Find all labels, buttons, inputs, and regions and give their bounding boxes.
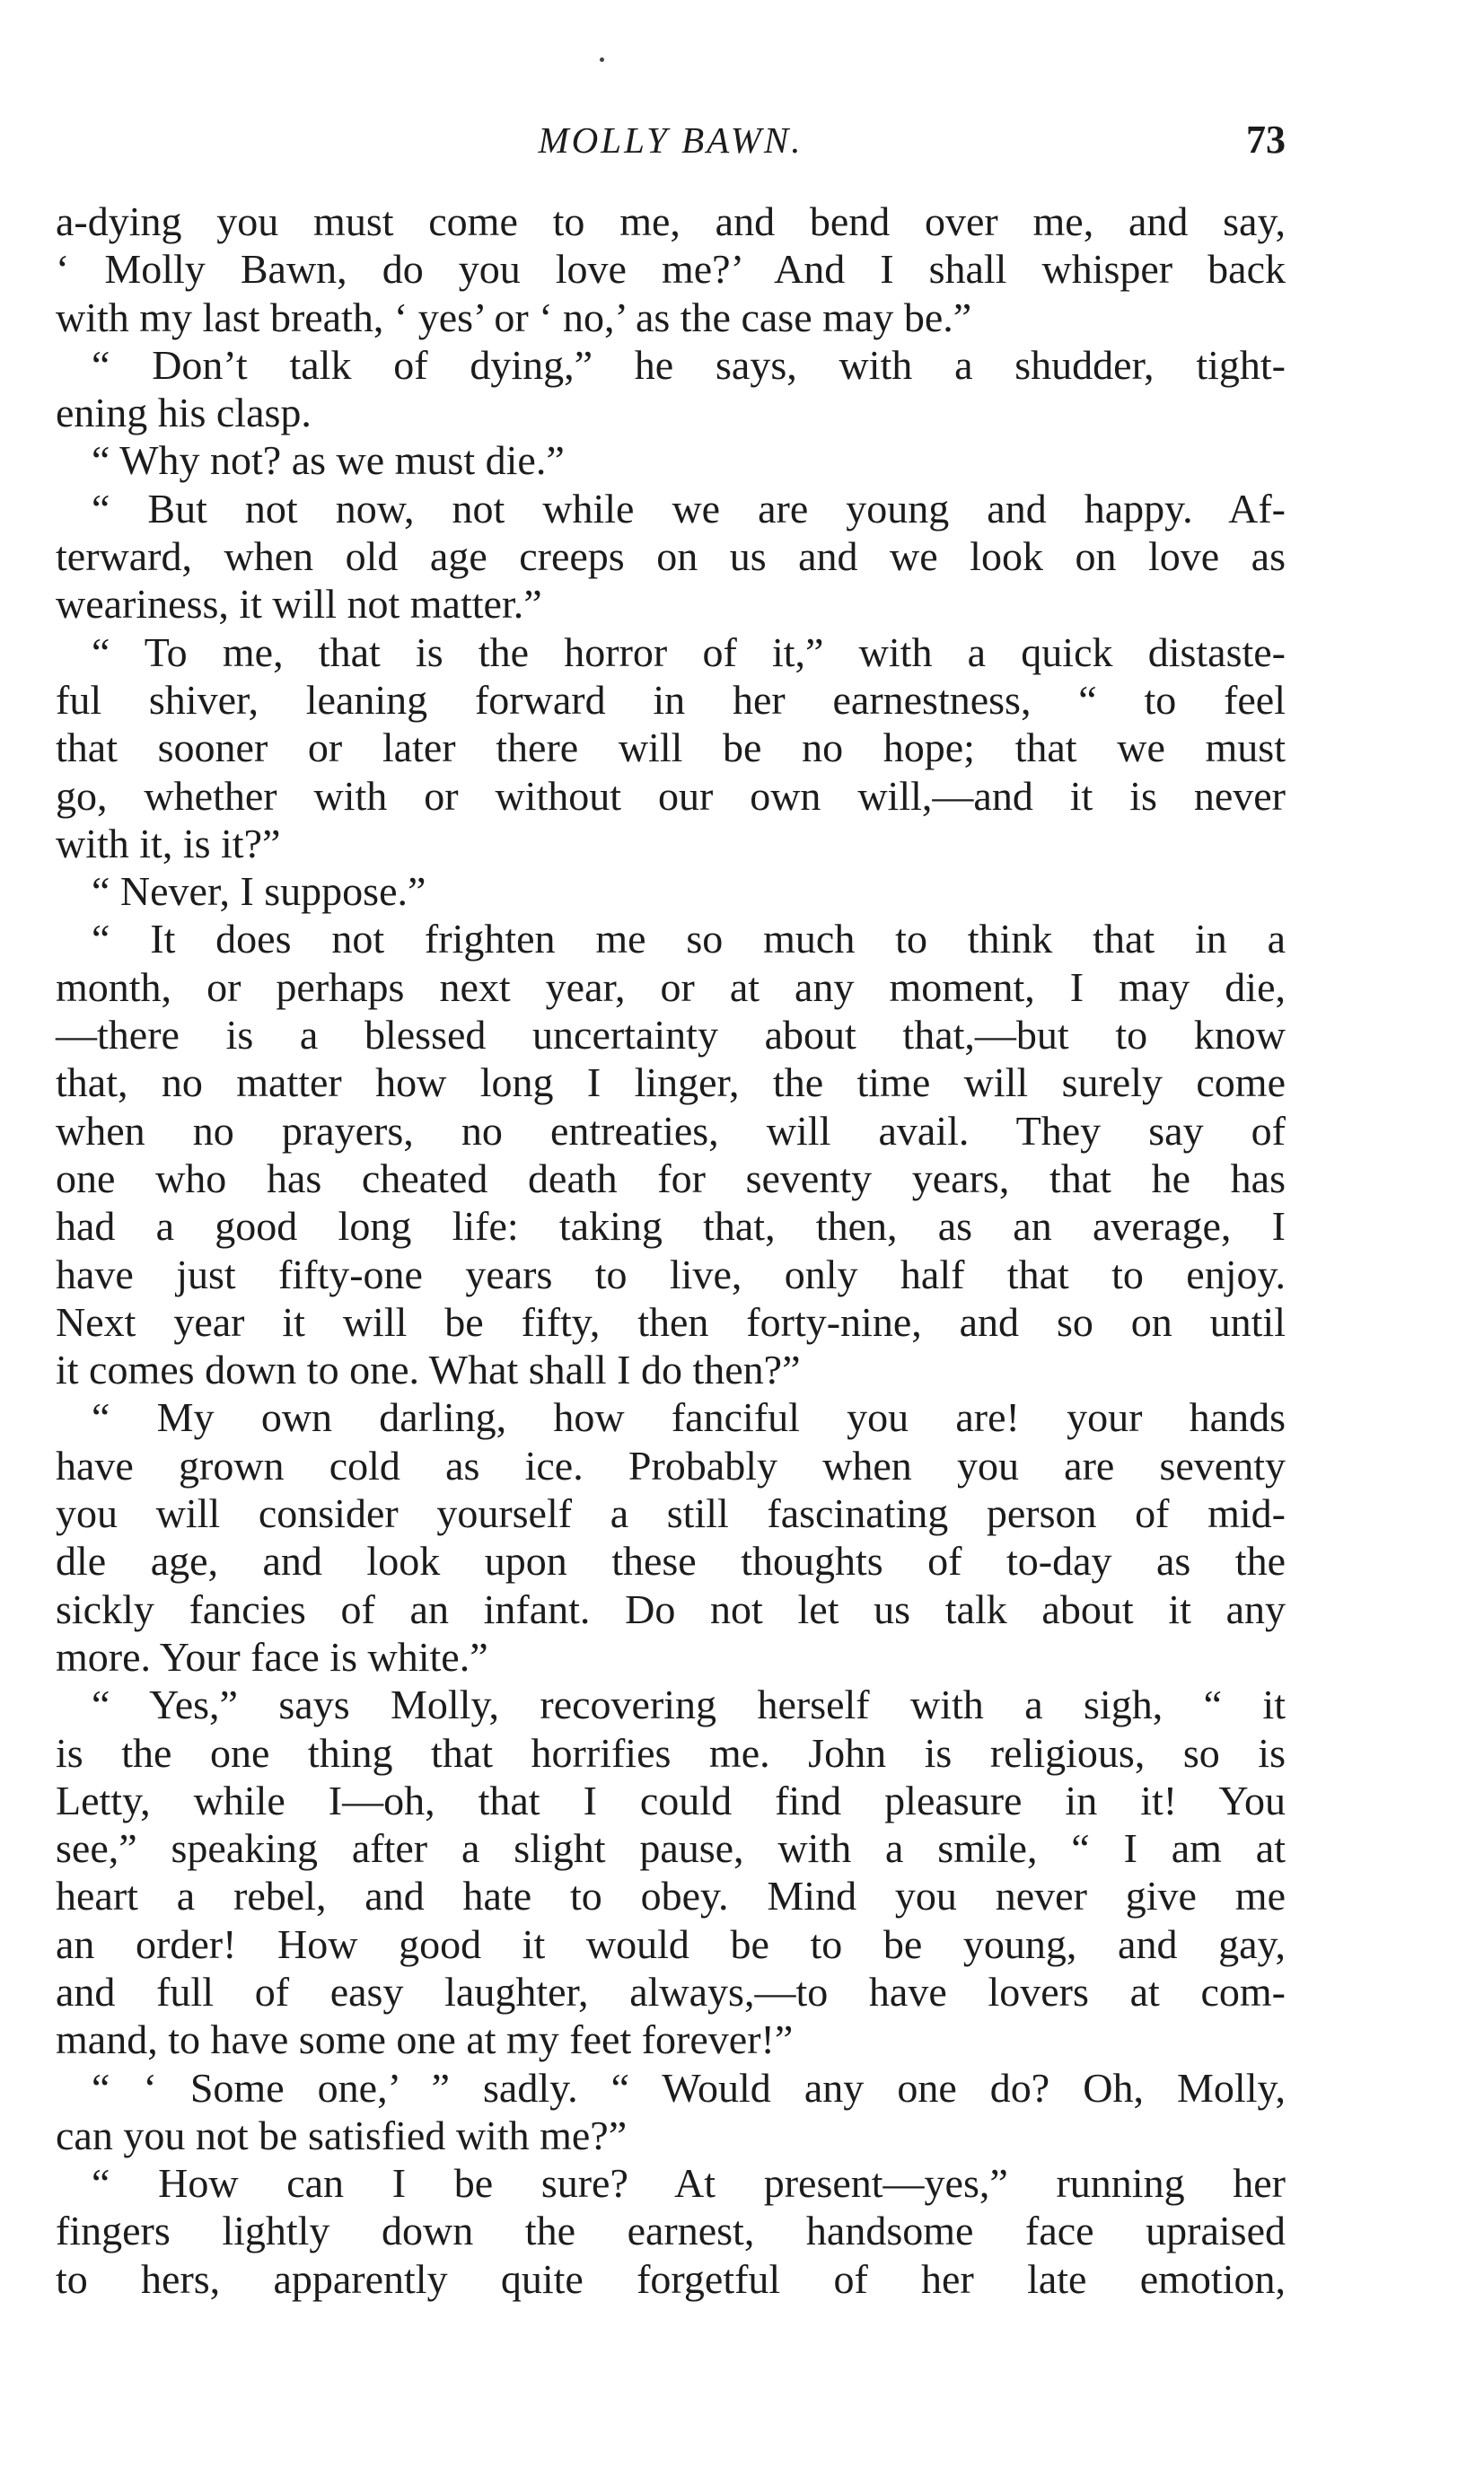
text-line: “ Don’t talk of dying,” he says, with a shudder, tight- — [92, 341, 1286, 388]
text-line: have grown cold as ice. Probably when you are seventy — [56, 1442, 1286, 1489]
text-line: an order! How good it would be to be young, and gay, — [56, 1920, 1286, 1967]
text-line: “ How can I be sure? At present—yes,” running her — [92, 2160, 1286, 2207]
text-line: had a good long life: taking that, then, as an average, I — [56, 1203, 1286, 1250]
body-text — [56, 198, 1286, 2303]
running-head — [56, 113, 1286, 176]
text-line: —there is a blessed uncertainty about that,—but to know — [56, 1012, 1286, 1059]
text-line: fingers lightly down the earnest, handsome face upraised — [56, 2208, 1286, 2254]
running-title: MOLLY BAWN. — [538, 119, 803, 161]
text-line: with my last breath, ‘ yes’ or ‘ no,’ as the case may be.” — [56, 294, 972, 340]
text-line: a-dying you must come to me, and bend over me, and say, — [56, 198, 1286, 244]
text-line: is the one thing that horrifies me. John is religious, so is — [56, 1729, 1286, 1776]
text-line: weariness, it will not matter.” — [56, 581, 542, 628]
text-line: “ My own darling, how fanciful you are! your hands — [92, 1394, 1286, 1441]
text-line: that, no matter how long I linger, the time will surely come — [56, 1059, 1286, 1106]
text-line: and full of easy laughter, always,—to have lovers at com- — [56, 1968, 1286, 2015]
text-line: more. Your face is white.” — [56, 1633, 488, 1680]
text-line: when no prayers, no entreaties, will avail. They say of — [56, 1107, 1286, 1154]
print-speck — [600, 57, 604, 62]
text-line: sickly fancies of an infant. Do not let us talk about it any — [56, 1586, 1286, 1632]
text-line: have just fifty-one years to live, only half that to enjoy. — [56, 1251, 1286, 1297]
text-line: “ ‘ Some one,’ ” sadly. “ Would any one do? Oh, Molly, — [92, 2064, 1286, 2111]
text-line: “ It does not frighten me so much to think that in a — [92, 916, 1286, 962]
text-line: see,” speaking after a slight pause, with a smile, “ I am at — [56, 1825, 1286, 1872]
text-line: “ But not now, not while we are young and happy. Af- — [92, 485, 1286, 531]
text-line: Letty, while I—oh, that I could find pleasure in it! You — [56, 1777, 1286, 1823]
text-line: ‘ Molly Bawn, do you love me?’ And I shall whisper back — [56, 246, 1286, 293]
text-line: to hers, apparently quite forgetful of her late emotion, — [56, 2255, 1286, 2302]
text-line: heart a rebel, and hate to obey. Mind you never give me — [56, 1873, 1286, 1919]
text-line: ening his clasp. — [56, 390, 312, 436]
text-line: it comes down to one. What shall I do then?” — [56, 1347, 801, 1393]
text-line: “ Why not? as we must die.” — [92, 437, 565, 484]
text-line: with it, is it?” — [56, 820, 281, 866]
text-line: that sooner or later there will be no hope; that we must — [56, 725, 1286, 771]
text-line: Next year it will be fifty, then forty-nine, and so on until — [56, 1298, 1286, 1345]
text-line: “ To me, that is the horror of it,” with a quick distaste- — [92, 628, 1286, 675]
text-line: mand, to have some one at my feet forever!” — [56, 2016, 794, 2063]
text-line: month, or perhaps next year, or at any moment, I may die, — [56, 963, 1286, 1010]
text-line: “ Never, I suppose.” — [92, 868, 426, 915]
text-line: “ Yes,” says Molly, recovering herself with a sigh, “ it — [92, 1682, 1286, 1728]
page-number: 73 — [1246, 118, 1286, 162]
text-line: can you not be satisfied with me?” — [56, 2112, 628, 2158]
text-line: terward, when old age creeps on us and we look on love as — [56, 533, 1286, 580]
text-line: you will consider yourself a still fascinating person of mid- — [56, 1490, 1286, 1537]
text-line: one who has cheated death for seventy years, that he has — [56, 1155, 1286, 1201]
text-line: dle age, and look upon these thoughts of to-day as the — [56, 1538, 1286, 1585]
text-line: go, whether with or without our own will,—and it is never — [56, 772, 1286, 819]
text-line: ful shiver, leaning forward in her earnestness, “ to feel — [56, 676, 1286, 723]
